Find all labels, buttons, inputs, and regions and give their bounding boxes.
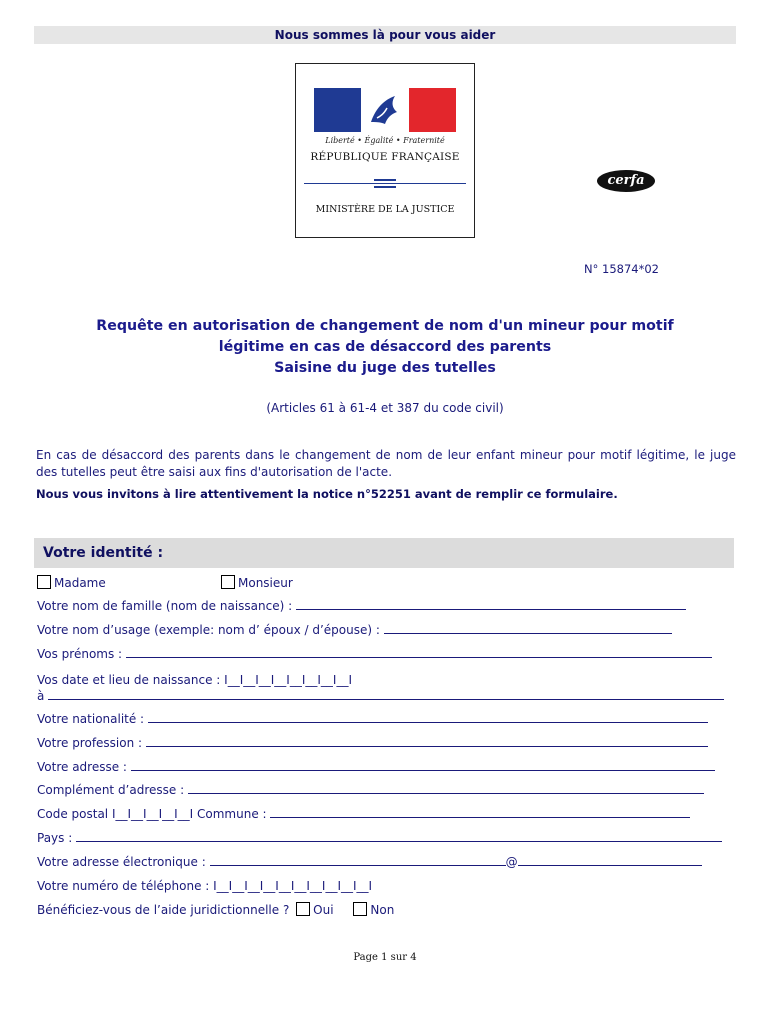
email-label: Votre adresse électronique : <box>37 855 206 869</box>
ministry-logo <box>295 63 475 238</box>
republic-name: RÉPUBLIQUE FRANÇAISE <box>310 151 460 163</box>
prenoms-input[interactable] <box>126 656 712 658</box>
field-email <box>37 855 702 869</box>
republic-motto: Liberté • Égalité • Fraternité <box>325 136 445 145</box>
nom-usage-label: Votre nom d’usage (exemple: nom d’ époux / d’épouse) : <box>37 623 380 637</box>
section-header-identity <box>34 538 734 568</box>
profession-input[interactable] <box>146 745 708 747</box>
aide-non-checkbox[interactable] <box>353 902 367 916</box>
field-naissance <box>37 673 352 687</box>
field-pays <box>37 831 722 845</box>
lieu-input[interactable] <box>48 698 724 700</box>
intro-paragraph: En cas de désaccord des parents dans le changement de nom de leur enfant mineur pour motif légitime, le juge des tutelles peut être saisi aux fins d'autorisation de l'acte. <box>36 448 736 479</box>
naissance-label[interactable]: Vos date et lieu de naissance : I__I__I__I__I__I__I__I__I <box>37 673 353 687</box>
help-banner: Nous sommes là pour vous aider <box>34 26 736 44</box>
notice-instruction: Nous vous invitons à lire attentivement la notice n°52251 avant de remplir ce formulaire. <box>36 487 618 501</box>
nationalite-label: Votre nationalité : <box>37 712 145 726</box>
nom-famille-input[interactable] <box>296 608 686 610</box>
cerfa-logo: cerfa <box>597 170 655 192</box>
field-prenoms <box>37 647 712 661</box>
field-code-postal <box>37 807 690 821</box>
nationalite-input[interactable] <box>148 721 708 723</box>
civility-row-monsieur <box>221 575 293 590</box>
complement-label: Complément d’adresse : <box>37 783 185 797</box>
field-nationalite <box>37 712 708 726</box>
title-line: Saisine du juge des tutelles <box>274 360 496 376</box>
section-title: Votre identité : <box>43 545 164 561</box>
field-lieu <box>37 689 724 703</box>
email-domain-input[interactable] <box>518 864 702 866</box>
form-title <box>40 316 730 379</box>
field-telephone <box>37 879 372 893</box>
code-postal-label: Code postal I__I__I__I__I__I Commune : <box>37 807 267 821</box>
civility-row <box>37 575 106 590</box>
telephone-label[interactable]: Votre numéro de téléphone : I__I__I__I__I__I__I__I__I__I__I <box>37 879 373 893</box>
nom-famille-label: Votre nom de famille (nom de naissance) : <box>37 599 293 613</box>
ministry-name: MINISTÈRE DE LA JUSTICE <box>315 204 455 215</box>
field-nom-famille <box>37 599 686 613</box>
aide-oui-checkbox[interactable] <box>296 902 310 916</box>
adresse-input[interactable] <box>131 769 715 771</box>
title-line: Requête en autorisation de changement de nom d'un mineur pour motif <box>96 318 674 334</box>
commune-input[interactable] <box>270 816 690 818</box>
field-profession <box>37 736 708 750</box>
field-adresse <box>37 760 715 774</box>
monsieur-checkbox[interactable] <box>221 575 235 589</box>
email-at-sign: @ <box>505 855 518 869</box>
form-number: N° 15874*02 <box>584 262 659 276</box>
nom-usage-input[interactable] <box>384 632 672 634</box>
lieu-label: à <box>37 689 45 703</box>
title-line: légitime en cas de désaccord des parents <box>218 339 552 355</box>
field-nom-usage <box>37 623 672 637</box>
aide-label: Bénéficiez-vous de l’aide juridictionnelle ? <box>37 903 290 917</box>
complement-input[interactable] <box>188 792 704 794</box>
aide-oui-label: Oui <box>313 903 334 917</box>
field-complement <box>37 783 704 797</box>
field-aide <box>37 902 394 917</box>
pays-label: Pays : <box>37 831 73 845</box>
email-user-input[interactable] <box>210 864 506 866</box>
profession-label: Votre profession : <box>37 736 143 750</box>
legal-articles: (Articles 61 à 61-4 et 387 du code civil) <box>266 401 504 415</box>
madame-checkbox[interactable] <box>37 575 51 589</box>
monsieur-label: Monsieur <box>238 576 293 590</box>
aide-non-label: Non <box>370 903 395 917</box>
marianne-flag-icon <box>314 88 456 132</box>
page-footer: Page 1 sur 4 <box>353 952 417 963</box>
prenoms-label: Vos prénoms : <box>37 647 123 661</box>
madame-label: Madame <box>54 576 106 590</box>
adresse-label: Votre adresse : <box>37 760 127 774</box>
pays-input[interactable] <box>76 840 722 842</box>
